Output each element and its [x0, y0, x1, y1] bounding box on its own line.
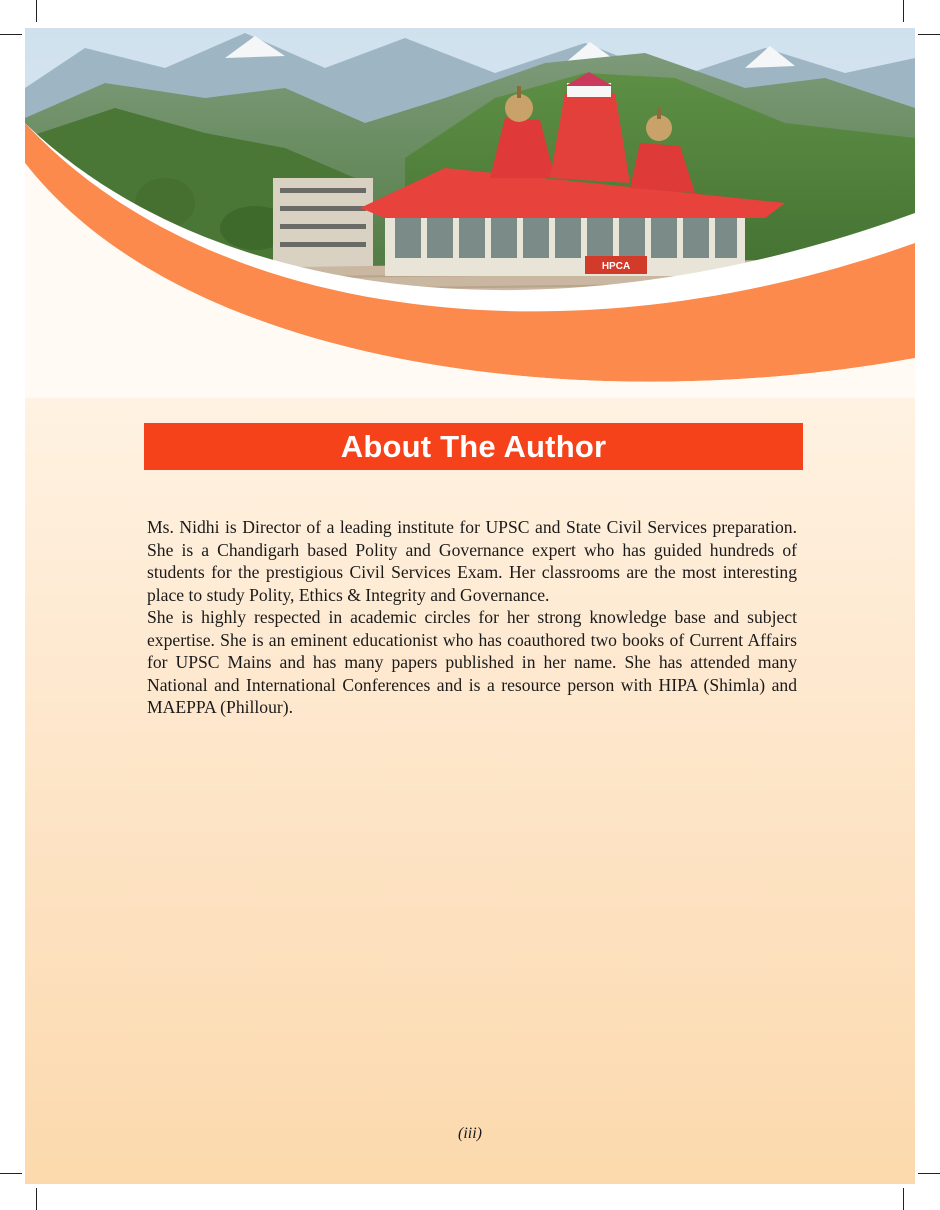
crop-mark: [36, 1188, 37, 1210]
crop-mark: [903, 0, 904, 22]
page-title: About The Author: [340, 428, 607, 464]
book-page: [25, 28, 915, 1184]
crop-mark: [0, 34, 22, 35]
bio-paragraph: Ms. Nidhi is Director of a leading institute for UPSC and State Civil Services preparation. She is a Chandigarh based Polity and Governance expert who has guided hundreds of students for the prestigious Civil Services Exam. Her classrooms are the most interesting place to study Polity, Ethics & Integrity and Governance.: [147, 517, 797, 605]
crop-mark: [918, 1173, 940, 1174]
section-title-bar: [144, 423, 803, 470]
hpca-sign-text: HPCA: [601, 261, 631, 272]
crop-mark: [918, 34, 940, 35]
bio-paragraph: She is highly respected in academic circles for her strong knowledge base and subject expertise. She is an eminent educationist who has coauthored two books of Current Affairs for UPSC Mains and has many papers published in her name. She has attended many National and International Conferences and is a resource person with HIPA (Shimla) and MAEPPA (Phillour).: [147, 607, 797, 717]
page-number-text: (iii): [458, 1125, 482, 1142]
crop-mark: [0, 1173, 22, 1174]
stadium-banner-image: [25, 28, 915, 398]
crop-mark: [903, 1188, 904, 1210]
author-bio: [147, 516, 797, 719]
crop-mark: [36, 0, 37, 22]
page-number: [25, 1125, 915, 1143]
